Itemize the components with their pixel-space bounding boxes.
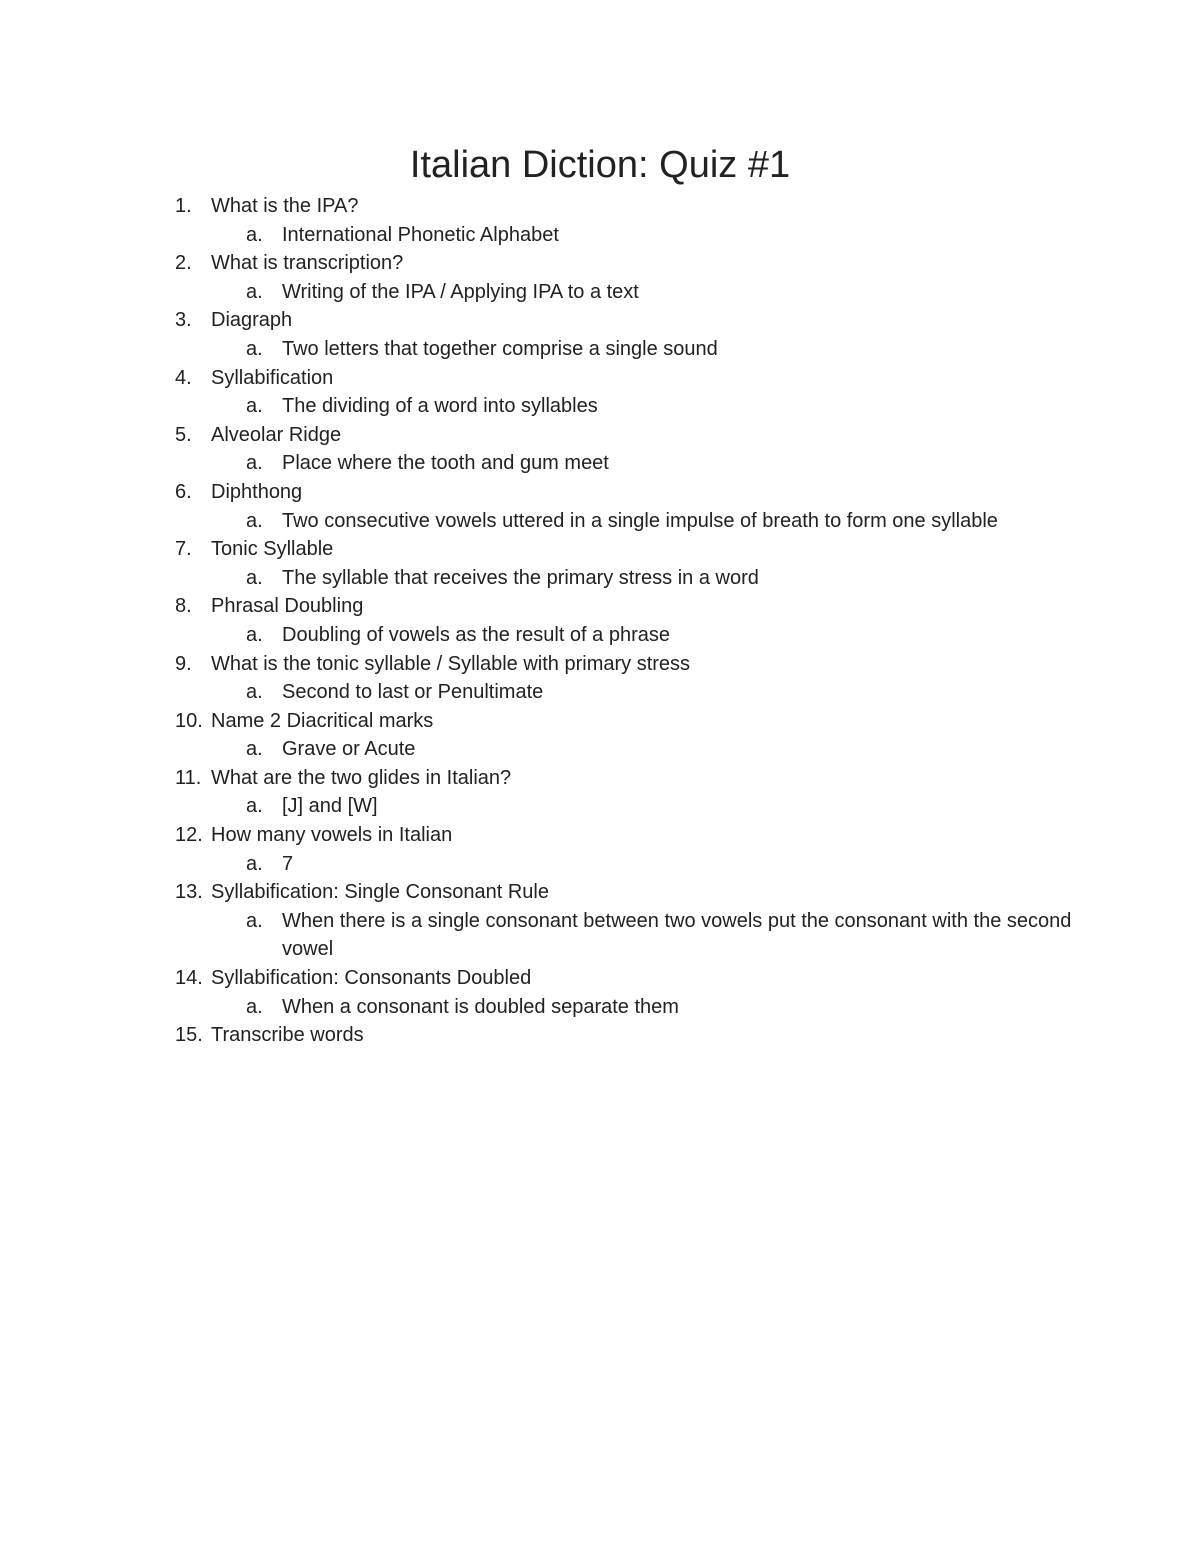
question-line [0, 192, 1200, 221]
answer-marker: a. [246, 337, 263, 360]
document-title: Italian Diction: Quiz #1 [409, 144, 791, 186]
question-item [0, 650, 1200, 707]
answer-line [0, 335, 1200, 364]
answer-line [0, 564, 1200, 593]
question-text: Alveolar Ridge [211, 423, 342, 446]
question-line [0, 478, 1200, 507]
question-item [0, 964, 1200, 1021]
question-text: Name 2 Diacritical marks [211, 709, 434, 732]
question-text: Syllabification: Consonants Doubled [211, 967, 532, 990]
question-text: Syllabification [211, 366, 334, 389]
question-line [0, 1021, 1200, 1050]
answer-marker: a. [246, 623, 263, 646]
quiz-question-list [0, 192, 1200, 1050]
answer-marker: a. [246, 681, 263, 704]
question-number: 6. [175, 480, 192, 503]
answer-line [0, 621, 1200, 650]
answer-text: Place where the tooth and gum meet [282, 452, 609, 475]
question-text: Diagraph [211, 309, 293, 332]
question-text: Transcribe words [211, 1024, 364, 1047]
answer-line [0, 735, 1200, 764]
answer-text: Two letters that together comprise a single sound [282, 337, 718, 360]
question-number: 14. [175, 967, 203, 990]
question-number: 1. [175, 195, 192, 217]
question-line [0, 535, 1200, 564]
answer-marker: a. [246, 452, 263, 475]
answer-line [0, 278, 1200, 307]
answer-text: Writing of the IPA / Applying IPA to a text [282, 280, 639, 303]
question-text: What is the IPA? [211, 195, 359, 217]
question-text: Syllabification: Single Consonant Rule [211, 881, 549, 904]
question-item [0, 478, 1200, 535]
question-number: 4. [175, 366, 192, 389]
question-text: Diphthong [211, 480, 303, 503]
answer-text: International Phonetic Alphabet [282, 223, 559, 246]
question-number: 12. [175, 824, 203, 847]
answer-marker: a. [246, 795, 263, 818]
question-number: 10. [175, 709, 203, 732]
question-item [0, 707, 1200, 764]
answer-marker: a. [246, 738, 263, 761]
question-line [0, 249, 1200, 278]
question-item [0, 764, 1200, 821]
question-number: 11. [175, 766, 202, 789]
answer-line [0, 993, 1200, 1022]
answer-line [0, 507, 1200, 536]
answer-marker: a. [246, 995, 263, 1018]
question-text: What is the tonic syllable / Syllable with primary stress [211, 652, 691, 675]
answer-line [0, 792, 1200, 821]
answer-text: Grave or Acute [282, 738, 416, 761]
answer-marker: a. [246, 223, 263, 246]
question-line [0, 764, 1200, 793]
question-number: 5. [175, 423, 192, 446]
question-line [0, 964, 1200, 993]
answer-marker: a. [246, 909, 263, 932]
question-text: How many vowels in Italian [211, 824, 453, 847]
question-line [0, 364, 1200, 393]
answer-line [0, 678, 1200, 707]
answer-text: Second to last or Penultimate [282, 681, 544, 704]
answer-text: When a consonant is doubled separate them [282, 995, 679, 1018]
answer-text: The syllable that receives the primary stress in a word [282, 566, 759, 589]
question-number: 2. [175, 252, 192, 275]
answer-marker: a. [246, 280, 263, 303]
question-text: Tonic Syllable [211, 538, 334, 561]
question-item [0, 364, 1200, 421]
answer-marker: a. [246, 566, 263, 589]
question-line [0, 821, 1200, 850]
question-line [0, 650, 1200, 679]
answer-text: When there is a single consonant between two vowels put the consonant with the second vowel [282, 909, 1072, 961]
question-line [0, 878, 1200, 907]
answer-text: [J] and [W] [282, 795, 378, 818]
question-item [0, 821, 1200, 878]
question-item [0, 535, 1200, 592]
answer-line [0, 392, 1200, 421]
answer-marker: a. [246, 395, 263, 418]
answer-line [0, 221, 1200, 250]
answer-text: The dividing of a word into syllables [282, 395, 598, 418]
answer-marker: a. [246, 852, 263, 875]
question-item [0, 306, 1200, 363]
question-number: 13. [175, 881, 203, 904]
question-item [0, 592, 1200, 649]
question-text: What is transcription? [211, 252, 404, 275]
question-text: Phrasal Doubling [211, 595, 364, 618]
answer-line [0, 449, 1200, 478]
answer-line [0, 850, 1200, 879]
question-line [0, 306, 1200, 335]
question-item [0, 249, 1200, 306]
question-number: 9. [175, 652, 192, 675]
question-number: 3. [175, 309, 192, 332]
question-line [0, 592, 1200, 621]
question-item [0, 1021, 1200, 1050]
answer-line [0, 907, 1200, 964]
question-text: What are the two glides in Italian? [211, 766, 512, 789]
question-item [0, 421, 1200, 478]
answer-text: Two consecutive vowels uttered in a single impulse of breath to form one syllable [282, 509, 998, 532]
question-line [0, 707, 1200, 736]
question-number: 15. [175, 1024, 203, 1047]
question-line [0, 421, 1200, 450]
question-item [0, 192, 1200, 249]
question-number: 8. [175, 595, 192, 618]
question-number: 7. [175, 538, 192, 561]
question-item [0, 878, 1200, 964]
answer-text: Doubling of vowels as the result of a phrase [282, 623, 670, 646]
answer-marker: a. [246, 509, 263, 532]
answer-text: 7 [282, 852, 294, 875]
